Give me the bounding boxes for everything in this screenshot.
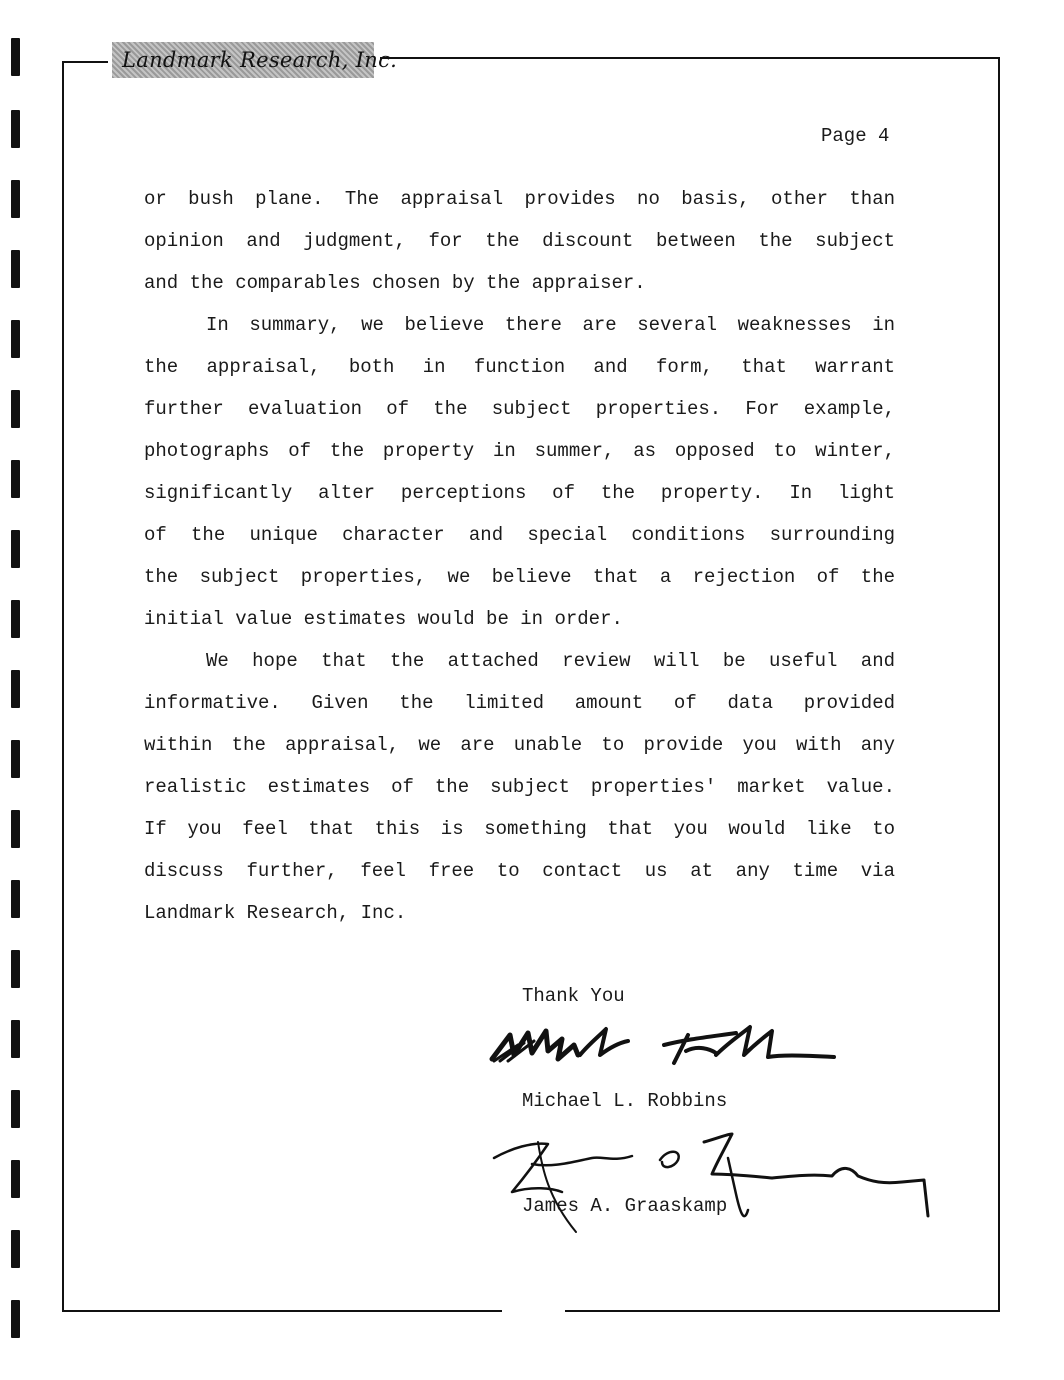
- body-line: In summary, we believe there are several weaknesses in: [206, 314, 895, 336]
- body-line: opinion and judgment, for the discount between the subject: [144, 230, 895, 252]
- body-line: significantly alter perceptions of the property. In light: [144, 482, 895, 504]
- punch-mark: [11, 1300, 20, 1338]
- body-line: within the appraisal, we are unable to provide you with any: [144, 734, 895, 756]
- body-line: and the comparables chosen by the appraiser.: [144, 272, 646, 294]
- punch-mark: [11, 110, 20, 148]
- body-line: discuss further, feel free to contact us at any time via: [144, 860, 895, 882]
- body-line: photographs of the property in summer, as opposed to winter,: [144, 440, 895, 462]
- punch-mark: [11, 460, 20, 498]
- punch-mark: [11, 950, 20, 988]
- signature-robbins: [488, 1015, 848, 1070]
- punch-mark: [11, 180, 20, 218]
- body-line: informative. Given the limited amount of data provided: [144, 692, 895, 714]
- punch-mark: [11, 320, 20, 358]
- frame-top-right: [380, 57, 1000, 59]
- frame-bottom-left: [62, 1310, 502, 1312]
- body-line: of the unique character and special conditions surrounding: [144, 524, 895, 546]
- frame-bottom-right: [565, 1310, 1000, 1312]
- punch-mark: [11, 250, 20, 288]
- punch-mark: [11, 530, 20, 568]
- body-line: If you feel that this is something that you would like to: [144, 818, 895, 840]
- punch-mark: [11, 810, 20, 848]
- body-line: the subject properties, we believe that a rejection of the: [144, 566, 895, 588]
- signer-name-robbins: Michael L. Robbins: [522, 1090, 728, 1112]
- punch-mark: [11, 600, 20, 638]
- signer-name-graaskamp: James A. Graaskamp: [522, 1195, 728, 1217]
- letterhead-banner: [112, 42, 398, 78]
- body-line: realistic estimates of the subject properties' market value.: [144, 776, 895, 798]
- frame-left: [62, 61, 64, 1312]
- closing-salutation: Thank You: [522, 985, 625, 1007]
- body-line: We hope that the attached review will be useful and: [206, 650, 895, 672]
- body-line: further evaluation of the subject properties. For example,: [144, 398, 895, 420]
- body-line: or bush plane. The appraisal provides no basis, other than: [144, 188, 895, 210]
- body-line: initial value estimates would be in order.: [144, 608, 623, 630]
- punch-mark: [11, 1230, 20, 1268]
- letterhead-name: Landmark Research, Inc.: [122, 48, 398, 72]
- frame-right: [998, 57, 1000, 1312]
- punch-mark: [11, 1160, 20, 1198]
- punch-mark: [11, 390, 20, 428]
- punch-mark: [11, 1020, 20, 1058]
- frame-top-left: [62, 61, 108, 63]
- punch-mark: [11, 880, 20, 918]
- punch-mark: [11, 740, 20, 778]
- signature-graaskamp: [492, 1128, 942, 1238]
- punch-mark: [11, 38, 20, 76]
- body-line: the appraisal, both in function and form, that warrant: [144, 356, 895, 378]
- page-number: Page 4: [821, 125, 890, 147]
- punch-mark: [11, 1090, 20, 1128]
- punch-mark: [11, 670, 20, 708]
- body-line: Landmark Research, Inc.: [144, 902, 407, 924]
